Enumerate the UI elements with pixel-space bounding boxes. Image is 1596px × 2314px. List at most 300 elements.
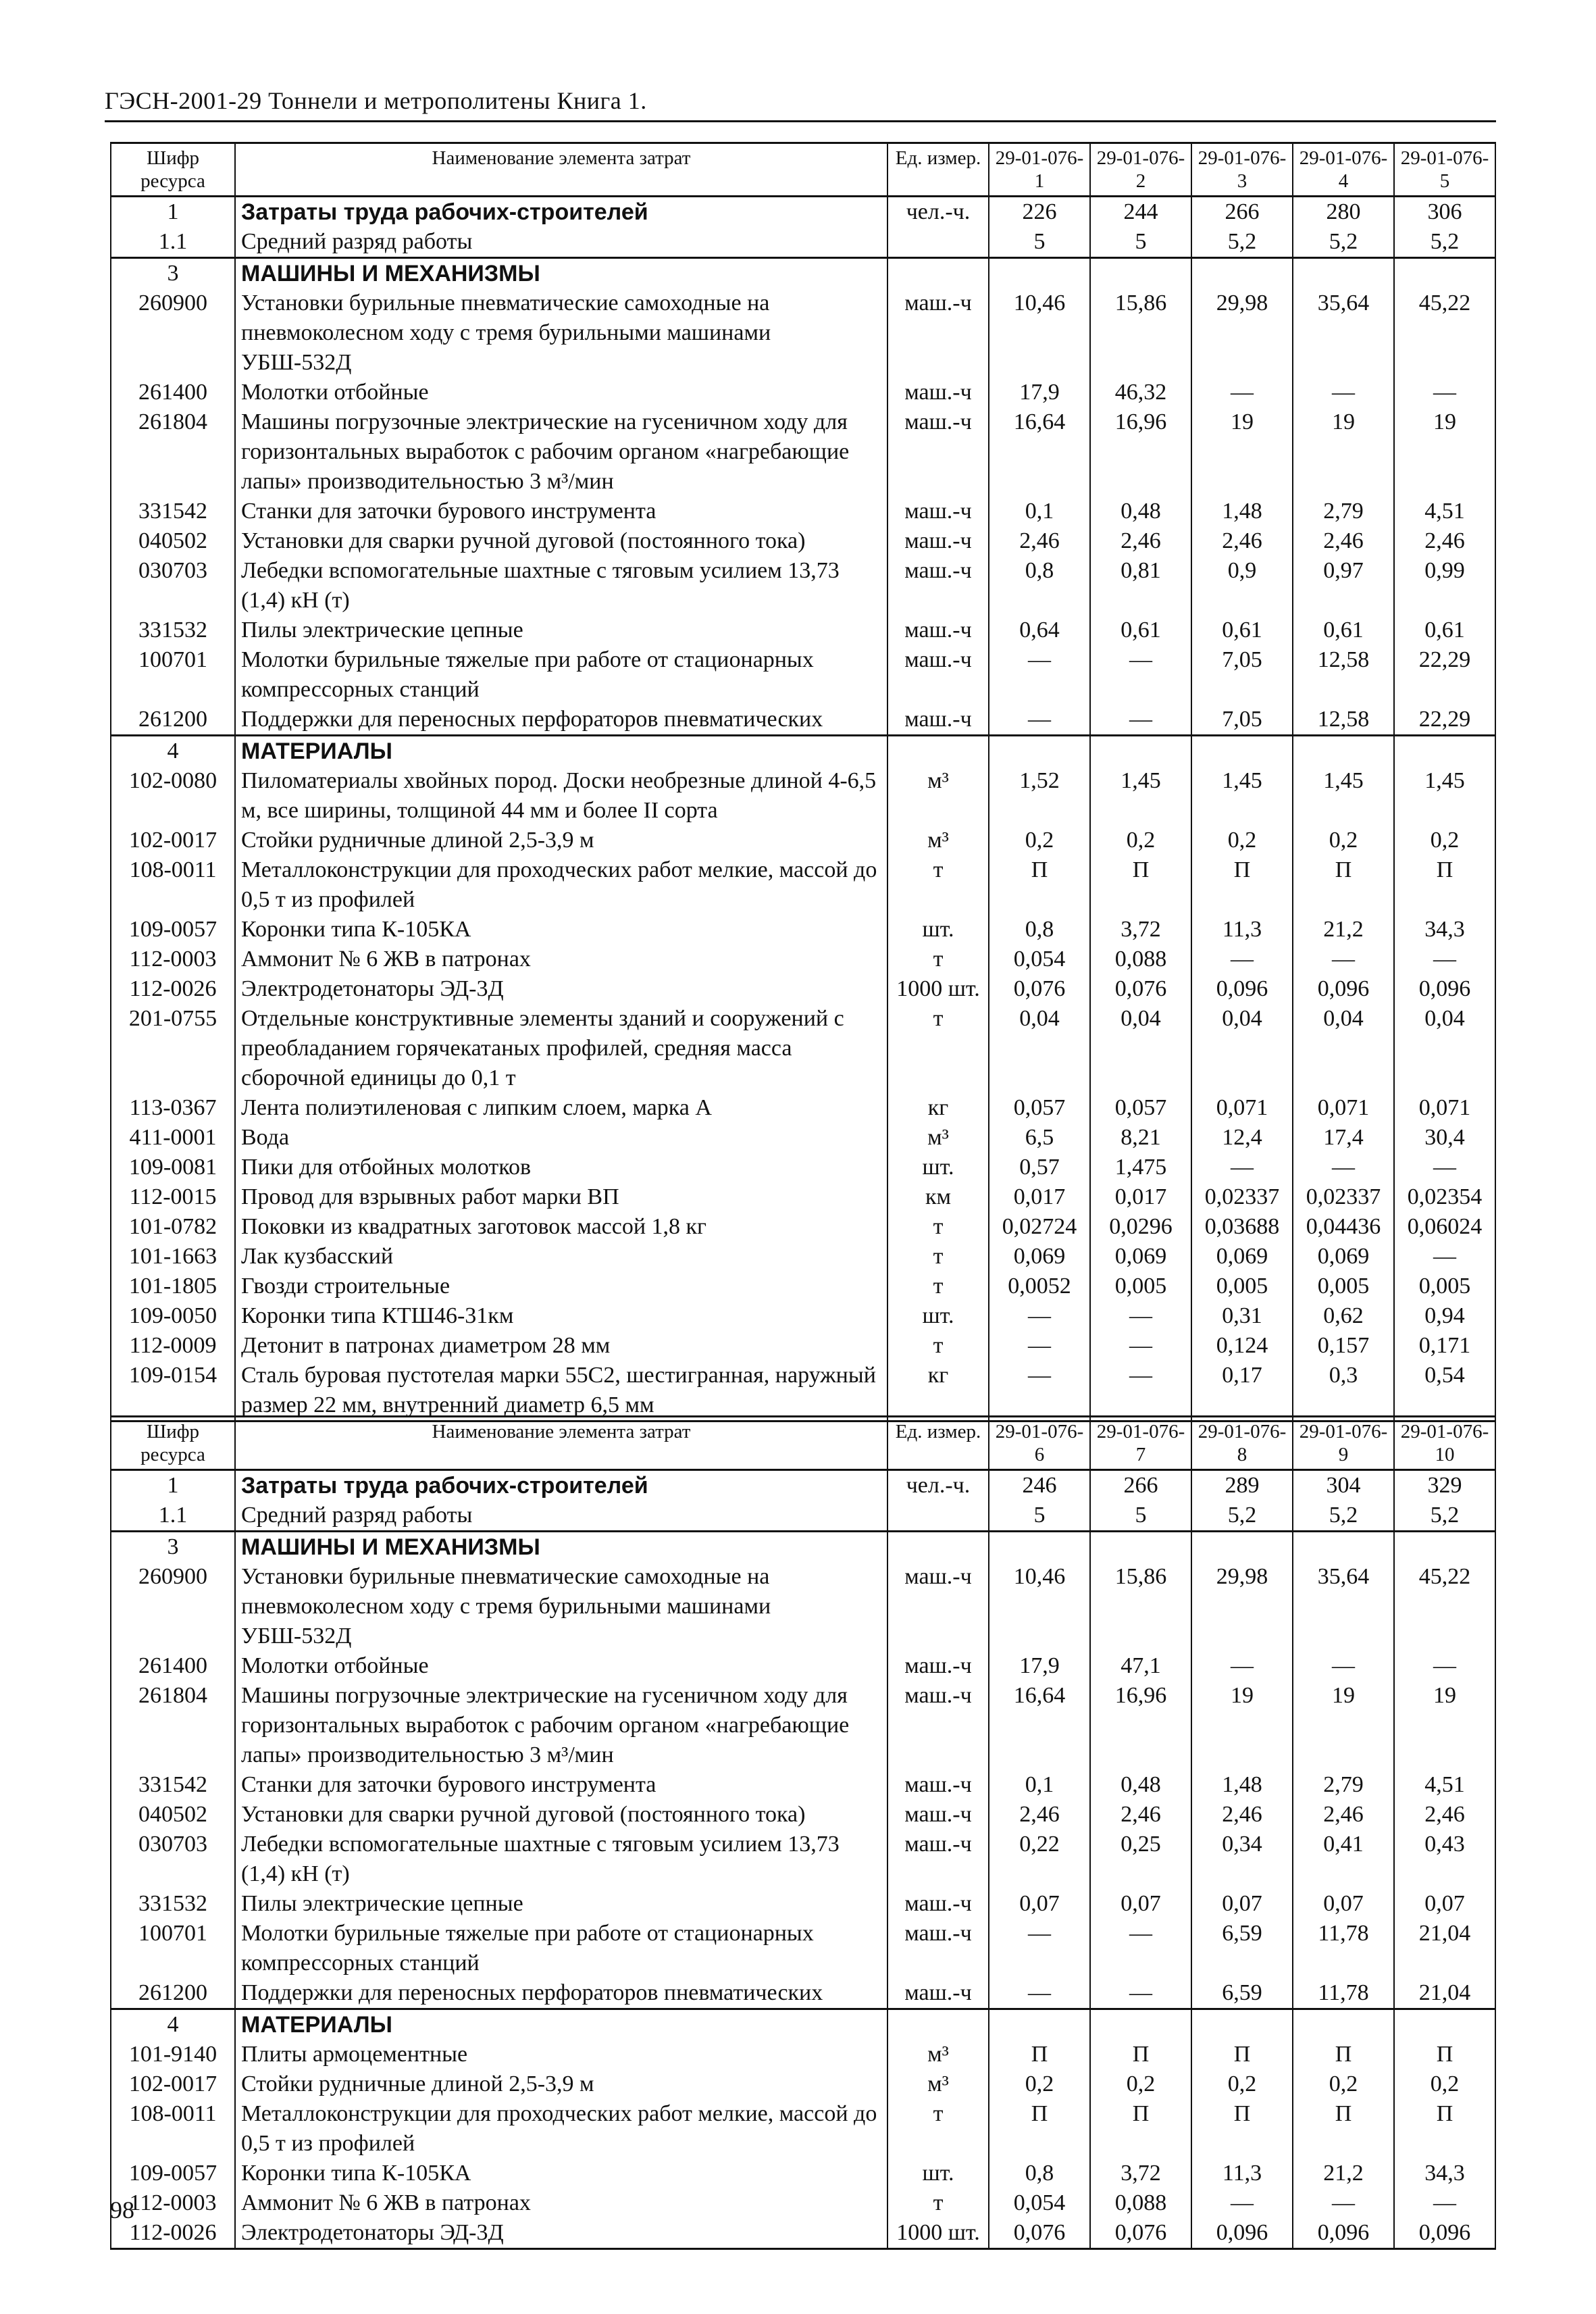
cost-table	[110, 142, 1496, 1422]
cost-element-name: Гвозди строительные	[235, 1272, 887, 1301]
value-cell: 5	[1090, 1501, 1191, 1532]
cost-element-name: МАТЕРИАЛЫ	[235, 2009, 887, 2040]
value-cell: 5,2	[1191, 227, 1293, 258]
unit-cell: маш.-ч	[887, 1770, 989, 1800]
cost-element-name: Поддержки для переносных перфораторов пневматических	[235, 705, 887, 736]
value-cell	[1191, 2009, 1293, 2040]
value-cell: 10,46	[989, 288, 1090, 378]
value-cell: 11,3	[1191, 2159, 1293, 2188]
value-cell: 0,57	[989, 1153, 1090, 1182]
value-cell: 5,2	[1394, 227, 1495, 258]
value-cell: 34,3	[1394, 915, 1495, 945]
section-row	[111, 736, 1495, 767]
cost-element-name: Средний разряд работы	[235, 227, 887, 258]
cost-element-name: Машины погрузочные электрические на гусеничном ходу для горизонтальных выработок с рабочим органом «нагребающие лапы» производительностью 3 м³/мин	[235, 407, 887, 497]
value-cell: 289	[1191, 1470, 1293, 1501]
cost-element-name: Металлоконструкции для проходческих работ мелкие, массой до 0,5 т из профилей	[235, 855, 887, 915]
unit-cell: м³	[887, 2040, 989, 2069]
value-cell: П	[1293, 2040, 1394, 2069]
value-cell: 5,2	[1191, 1501, 1293, 1532]
cost-element-name: Молотки отбойные	[235, 1651, 887, 1681]
resource-code: 102-0017	[111, 2069, 235, 2099]
value-cell: —	[1090, 1301, 1191, 1331]
resource-code: 331532	[111, 1889, 235, 1919]
value-cell: 19	[1394, 1681, 1495, 1770]
resource-code: 1.1	[111, 227, 235, 258]
table-row	[111, 855, 1495, 915]
unit-cell: маш.-ч	[887, 526, 989, 556]
value-cell: 226	[989, 197, 1090, 228]
resource-code: 4	[111, 2009, 235, 2040]
table-row	[111, 974, 1495, 1004]
value-cell	[989, 1532, 1090, 1563]
value-cell: 0,057	[989, 1093, 1090, 1123]
value-cell: 0,2	[989, 826, 1090, 855]
value-cell: 1,45	[1191, 766, 1293, 826]
value-cell: 8,21	[1090, 1123, 1191, 1153]
table-row	[111, 1182, 1495, 1212]
value-cell: 2,46	[1090, 526, 1191, 556]
value-cell: 0,2	[1293, 826, 1394, 855]
value-cell: 0,99	[1394, 556, 1495, 615]
value-cell	[1293, 1532, 1394, 1563]
value-cell	[1293, 2009, 1394, 2040]
value-cell: —	[989, 645, 1090, 705]
value-cell: —	[1394, 945, 1495, 974]
cost-element-name: Молотки отбойные	[235, 378, 887, 407]
value-cell: —	[1090, 645, 1191, 705]
unit-cell: кг	[887, 1093, 989, 1123]
resource-code: 3	[111, 1532, 235, 1563]
table-row	[111, 2159, 1495, 2188]
value-cell: 34,3	[1394, 2159, 1495, 2188]
value-cell: П	[1394, 2099, 1495, 2159]
value-cell: 0,157	[1293, 1331, 1394, 1361]
table-row	[111, 2218, 1495, 2249]
value-cell: 5,2	[1394, 1501, 1495, 1532]
cost-element-name: Лак кузбасский	[235, 1242, 887, 1272]
cost-element-name: Электродетонаторы ЭД-3Д	[235, 974, 887, 1004]
resource-code: 261804	[111, 1681, 235, 1770]
unit-cell: маш.-ч	[887, 1651, 989, 1681]
unit-cell: маш.-ч	[887, 1562, 989, 1651]
value-cell: 0,2	[1293, 2069, 1394, 2099]
value-cell: 0,3	[1293, 1361, 1394, 1422]
unit-cell: чел.-ч.	[887, 197, 989, 228]
value-cell: 0,069	[1191, 1242, 1293, 1272]
cost-element-name: Станки для заточки бурового инструмента	[235, 497, 887, 526]
table-row	[111, 915, 1495, 945]
unit-cell: маш.-ч	[887, 615, 989, 645]
resource-code: 109-0154	[111, 1361, 235, 1422]
value-cell	[1394, 258, 1495, 289]
value-cell: 5,2	[1293, 227, 1394, 258]
value-cell: 2,46	[1191, 526, 1293, 556]
value-cell: 0,057	[1090, 1093, 1191, 1123]
value-cell: 304	[1293, 1470, 1394, 1501]
table-row	[111, 1651, 1495, 1681]
value-cell	[1090, 258, 1191, 289]
cost-element-name: Сталь буровая пустотелая марки 55С2, шестигранная, наружный размер 22 мм, внутренний диаметр 6,5 мм	[235, 1361, 887, 1422]
resource-code: 331532	[111, 615, 235, 645]
value-cell: 16,96	[1090, 1681, 1191, 1770]
value-cell: 21,04	[1394, 1919, 1495, 1978]
resource-code: 113-0367	[111, 1093, 235, 1123]
cost-element-name: Стойки рудничные длиной 2,5-3,9 м	[235, 2069, 887, 2099]
value-cell: 19	[1191, 1681, 1293, 1770]
value-cell: 0,03688	[1191, 1212, 1293, 1242]
value-cell: —	[1191, 2188, 1293, 2218]
resource-code: 331542	[111, 1770, 235, 1800]
value-cell: 0,069	[1090, 1242, 1191, 1272]
value-cell: 0,54	[1394, 1361, 1495, 1422]
unit-cell	[887, 227, 989, 258]
value-cell: —	[1191, 1651, 1293, 1681]
value-cell: 0,017	[1090, 1182, 1191, 1212]
value-cell: 1,52	[989, 766, 1090, 826]
value-cell: 0,31	[1191, 1301, 1293, 1331]
resource-code: 261200	[111, 705, 235, 736]
value-cell: 0,25	[1090, 1830, 1191, 1889]
value-cell: 21,2	[1293, 915, 1394, 945]
value-cell: —	[1191, 945, 1293, 974]
unit-cell: чел.-ч.	[887, 1470, 989, 1501]
resource-code: 102-0017	[111, 826, 235, 855]
value-cell: 16,64	[989, 1681, 1090, 1770]
resource-code: 101-0782	[111, 1212, 235, 1242]
value-cell: 7,05	[1191, 645, 1293, 705]
resource-code: 261804	[111, 407, 235, 497]
resource-code: 030703	[111, 556, 235, 615]
resource-code: 112-0026	[111, 2218, 235, 2249]
resource-code: 109-0081	[111, 1153, 235, 1182]
value-cell: —	[1191, 1153, 1293, 1182]
resource-code: 261200	[111, 1978, 235, 2009]
table-row	[111, 1301, 1495, 1331]
table-row	[111, 1889, 1495, 1919]
value-cell: 0,04	[1394, 1004, 1495, 1093]
value-cell: 6,59	[1191, 1978, 1293, 2009]
unit-cell: маш.-ч	[887, 645, 989, 705]
cost-element-name: Поддержки для переносных перфораторов пневматических	[235, 1978, 887, 2009]
table-row	[111, 1272, 1495, 1301]
value-cell: 0,04436	[1293, 1212, 1394, 1242]
table-row	[111, 2188, 1495, 2218]
value-cell: 0,096	[1191, 974, 1293, 1004]
header-resource-code: Шифр ресурса	[111, 143, 235, 197]
cost-element-name: Аммонит № 6 ЖВ в патронах	[235, 2188, 887, 2218]
table-row	[111, 1242, 1495, 1272]
unit-cell: т	[887, 1331, 989, 1361]
section-row	[111, 258, 1495, 289]
resource-code: 112-0003	[111, 945, 235, 974]
value-cell: 29,98	[1191, 1562, 1293, 1651]
value-cell: 0,41	[1293, 1830, 1394, 1889]
table-row	[111, 766, 1495, 826]
value-cell: 17,4	[1293, 1123, 1394, 1153]
resource-code: 109-0057	[111, 915, 235, 945]
cost-element-name: Затраты труда рабочих-строителей	[235, 1470, 887, 1501]
table-row	[111, 1361, 1495, 1422]
table-row	[111, 1770, 1495, 1800]
table-row	[111, 288, 1495, 378]
value-cell: П	[1090, 2099, 1191, 2159]
value-cell: —	[1293, 945, 1394, 974]
value-cell: 19	[1293, 407, 1394, 497]
value-cell: —	[989, 1331, 1090, 1361]
value-cell	[989, 2009, 1090, 2040]
value-cell: 15,86	[1090, 1562, 1191, 1651]
value-cell: —	[1090, 705, 1191, 736]
value-cell: 0,096	[1394, 2218, 1495, 2249]
cost-element-name: Пилы электрические цепные	[235, 615, 887, 645]
cost-element-name: Установки бурильные пневматические самоходные на пневмоколесном ходу с тремя бурильными машинами УБШ-532Д	[235, 1562, 887, 1651]
unit-cell: маш.-ч	[887, 705, 989, 736]
value-cell: 0,2	[989, 2069, 1090, 2099]
value-cell	[1191, 736, 1293, 767]
table-row	[111, 2040, 1495, 2069]
resource-code: 102-0080	[111, 766, 235, 826]
cost-element-name: Вода	[235, 1123, 887, 1153]
value-cell: 329	[1394, 1470, 1495, 1501]
value-cell: 0,04	[1191, 1004, 1293, 1093]
value-cell: 0,48	[1090, 497, 1191, 526]
value-cell: 0,43	[1394, 1830, 1495, 1889]
resource-code: 030703	[111, 1830, 235, 1889]
value-cell: П	[989, 855, 1090, 915]
cost-element-name: Станки для заточки бурового инструмента	[235, 1770, 887, 1800]
cost-element-name: Пиломатериалы хвойных пород. Доски необрезные длиной 4-6,5 м, все ширины, толщиной 44 мм и более II сорта	[235, 766, 887, 826]
value-cell: 0,8	[989, 915, 1090, 945]
resource-code: 101-1805	[111, 1272, 235, 1301]
value-cell: 0,088	[1090, 2188, 1191, 2218]
value-cell: —	[1293, 2188, 1394, 2218]
value-cell: 2,46	[1090, 1800, 1191, 1830]
table-row	[111, 1830, 1495, 1889]
unit-cell: м³	[887, 1123, 989, 1153]
value-cell: 2,79	[1293, 1770, 1394, 1800]
value-cell: 0,07	[1293, 1889, 1394, 1919]
unit-cell	[887, 2009, 989, 2040]
value-cell	[1191, 258, 1293, 289]
unit-cell: т	[887, 1212, 989, 1242]
value-cell: 7,05	[1191, 705, 1293, 736]
value-cell: 0,1	[989, 1770, 1090, 1800]
value-cell: 0,2	[1191, 2069, 1293, 2099]
unit-cell: маш.-ч	[887, 378, 989, 407]
value-cell: 0,2	[1090, 2069, 1191, 2099]
value-cell	[1090, 2009, 1191, 2040]
value-cell: 19	[1293, 1681, 1394, 1770]
header-norm-code: 29-01-076-2	[1090, 143, 1191, 197]
value-cell: 6,59	[1191, 1919, 1293, 1978]
cost-element-name: Установки бурильные пневматические самоходные на пневмоколесном ходу с тремя бурильными машинами УБШ-532Д	[235, 288, 887, 378]
value-cell: 0,07	[989, 1889, 1090, 1919]
unit-cell: маш.-ч	[887, 288, 989, 378]
resource-code: 112-0015	[111, 1182, 235, 1212]
value-cell: —	[989, 1361, 1090, 1422]
unit-cell: маш.-ч	[887, 497, 989, 526]
resource-table-2	[110, 1415, 1495, 2250]
value-cell: 0,8	[989, 556, 1090, 615]
table-row	[111, 1919, 1495, 1978]
resource-code: 261400	[111, 1651, 235, 1681]
cost-element-name: Коронки типа КТШ46-31км	[235, 1301, 887, 1331]
resource-code: 100701	[111, 1919, 235, 1978]
section-row	[111, 2009, 1495, 2040]
value-cell: 0,61	[1293, 615, 1394, 645]
cost-table	[110, 1415, 1496, 2250]
cost-element-name: Лента полиэтиленовая с липким слоем, марка А	[235, 1093, 887, 1123]
cost-element-name: Поковки из квадратных заготовок массой 1,8 кг	[235, 1212, 887, 1242]
value-cell: 17,9	[989, 378, 1090, 407]
header-cost-element-name: Наименование элемента затрат	[235, 1417, 887, 1470]
cost-element-name: МАШИНЫ И МЕХАНИЗМЫ	[235, 1532, 887, 1563]
value-cell: 1,48	[1191, 497, 1293, 526]
unit-cell: м³	[887, 2069, 989, 2099]
resource-code: 108-0011	[111, 2099, 235, 2159]
value-cell: —	[1394, 1242, 1495, 1272]
unit-cell: т	[887, 2099, 989, 2159]
value-cell: —	[1394, 1153, 1495, 1182]
value-cell: 22,29	[1394, 645, 1495, 705]
resource-table-1	[110, 142, 1495, 1422]
table-row	[111, 615, 1495, 645]
cost-element-name: Установки для сварки ручной дуговой (постоянного тока)	[235, 526, 887, 556]
value-cell: 21,2	[1293, 2159, 1394, 2188]
unit-cell: маш.-ч	[887, 1919, 989, 1978]
value-cell: 12,4	[1191, 1123, 1293, 1153]
table-row	[111, 705, 1495, 736]
cost-element-name: МАШИНЫ И МЕХАНИЗМЫ	[235, 258, 887, 289]
value-cell: 0,0052	[989, 1272, 1090, 1301]
value-cell	[1090, 1532, 1191, 1563]
resource-code: 100701	[111, 645, 235, 705]
unit-cell: т	[887, 1272, 989, 1301]
value-cell: 246	[989, 1470, 1090, 1501]
table-row	[111, 497, 1495, 526]
resource-code: 101-1663	[111, 1242, 235, 1272]
cost-element-name: Коронки типа К-105КА	[235, 915, 887, 945]
resource-code: 411-0001	[111, 1123, 235, 1153]
value-cell: 11,3	[1191, 915, 1293, 945]
header-cost-element-name: Наименование элемента затрат	[235, 143, 887, 197]
table-row	[111, 2069, 1495, 2099]
value-cell: 0,069	[1293, 1242, 1394, 1272]
value-cell: 0,071	[1394, 1093, 1495, 1123]
value-cell: 2,46	[989, 526, 1090, 556]
resource-code: 109-0050	[111, 1301, 235, 1331]
value-cell: 244	[1090, 197, 1191, 228]
table-row	[111, 1562, 1495, 1651]
value-cell: 0,61	[1191, 615, 1293, 645]
unit-cell: т	[887, 1242, 989, 1272]
value-cell: 2,46	[989, 1800, 1090, 1830]
value-cell: —	[1394, 1651, 1495, 1681]
value-cell: 0,171	[1394, 1331, 1495, 1361]
value-cell: 5	[989, 227, 1090, 258]
value-cell: 1,475	[1090, 1153, 1191, 1182]
value-cell	[1394, 736, 1495, 767]
table-row	[111, 1093, 1495, 1123]
cost-element-name: Коронки типа К-105КА	[235, 2159, 887, 2188]
header-norm-code: 29-01-076-4	[1293, 143, 1394, 197]
value-cell: 306	[1394, 197, 1495, 228]
value-cell: —	[989, 1919, 1090, 1978]
value-cell: П	[1293, 855, 1394, 915]
value-cell: 0,076	[989, 974, 1090, 1004]
header-norm-code: 29-01-076-3	[1191, 143, 1293, 197]
unit-cell: шт.	[887, 2159, 989, 2188]
unit-cell: т	[887, 1004, 989, 1093]
cost-element-name: Провод для взрывных работ марки ВП	[235, 1182, 887, 1212]
value-cell: 0,34	[1191, 1830, 1293, 1889]
header-norm-code: 29-01-076-6	[989, 1417, 1090, 1470]
unit-cell: шт.	[887, 1301, 989, 1331]
resource-code: 040502	[111, 1800, 235, 1830]
value-cell: 0,02354	[1394, 1182, 1495, 1212]
header-norm-code: 29-01-076-5	[1394, 143, 1495, 197]
value-cell: 0,071	[1191, 1093, 1293, 1123]
value-cell: 0,07	[1191, 1889, 1293, 1919]
resource-code: 331542	[111, 497, 235, 526]
value-cell: 0,054	[989, 945, 1090, 974]
value-cell: 0,64	[989, 615, 1090, 645]
value-cell: —	[1090, 1978, 1191, 2009]
value-cell: П	[1394, 855, 1495, 915]
value-cell: 0,2	[1191, 826, 1293, 855]
value-cell: 0,07	[1394, 1889, 1495, 1919]
table-row	[111, 526, 1495, 556]
value-cell: 12,58	[1293, 705, 1394, 736]
value-cell: 6,5	[989, 1123, 1090, 1153]
value-cell: 0,22	[989, 1830, 1090, 1889]
value-cell: 0,124	[1191, 1331, 1293, 1361]
cost-element-name: Пилы электрические цепные	[235, 1889, 887, 1919]
value-cell: —	[989, 705, 1090, 736]
value-cell: 2,46	[1191, 1800, 1293, 1830]
header-norm-code: 29-01-076-10	[1394, 1417, 1495, 1470]
unit-cell	[887, 1532, 989, 1563]
table-row	[111, 1978, 1495, 2009]
cost-element-name: Плиты армоцементные	[235, 2040, 887, 2069]
value-cell: П	[1191, 2040, 1293, 2069]
value-cell: 0,97	[1293, 556, 1394, 615]
page-number: 98	[110, 2196, 134, 2223]
unit-cell: м³	[887, 766, 989, 826]
value-cell: 10,46	[989, 1562, 1090, 1651]
value-cell: 0,81	[1090, 556, 1191, 615]
cost-element-name: Лебедки вспомогательные шахтные с тяговым усилием 13,73 (1,4) кН (т)	[235, 1830, 887, 1889]
header-norm-code: 29-01-076-1	[989, 143, 1090, 197]
table-row	[111, 556, 1495, 615]
value-cell	[1191, 1532, 1293, 1563]
cost-element-name: Средний разряд работы	[235, 1501, 887, 1532]
value-cell: 0,61	[1394, 615, 1495, 645]
value-cell: 0,076	[1090, 2218, 1191, 2249]
value-cell: 0,06024	[1394, 1212, 1495, 1242]
header-norm-code: 29-01-076-8	[1191, 1417, 1293, 1470]
table-row	[111, 1212, 1495, 1242]
header-resource-code: Шифр ресурса	[111, 1417, 235, 1470]
value-cell: П	[1191, 855, 1293, 915]
value-cell	[1394, 1532, 1495, 1563]
value-cell: —	[1293, 378, 1394, 407]
value-cell: 12,58	[1293, 645, 1394, 705]
value-cell: 266	[1191, 197, 1293, 228]
unit-cell: маш.-ч	[887, 1800, 989, 1830]
value-cell	[989, 736, 1090, 767]
